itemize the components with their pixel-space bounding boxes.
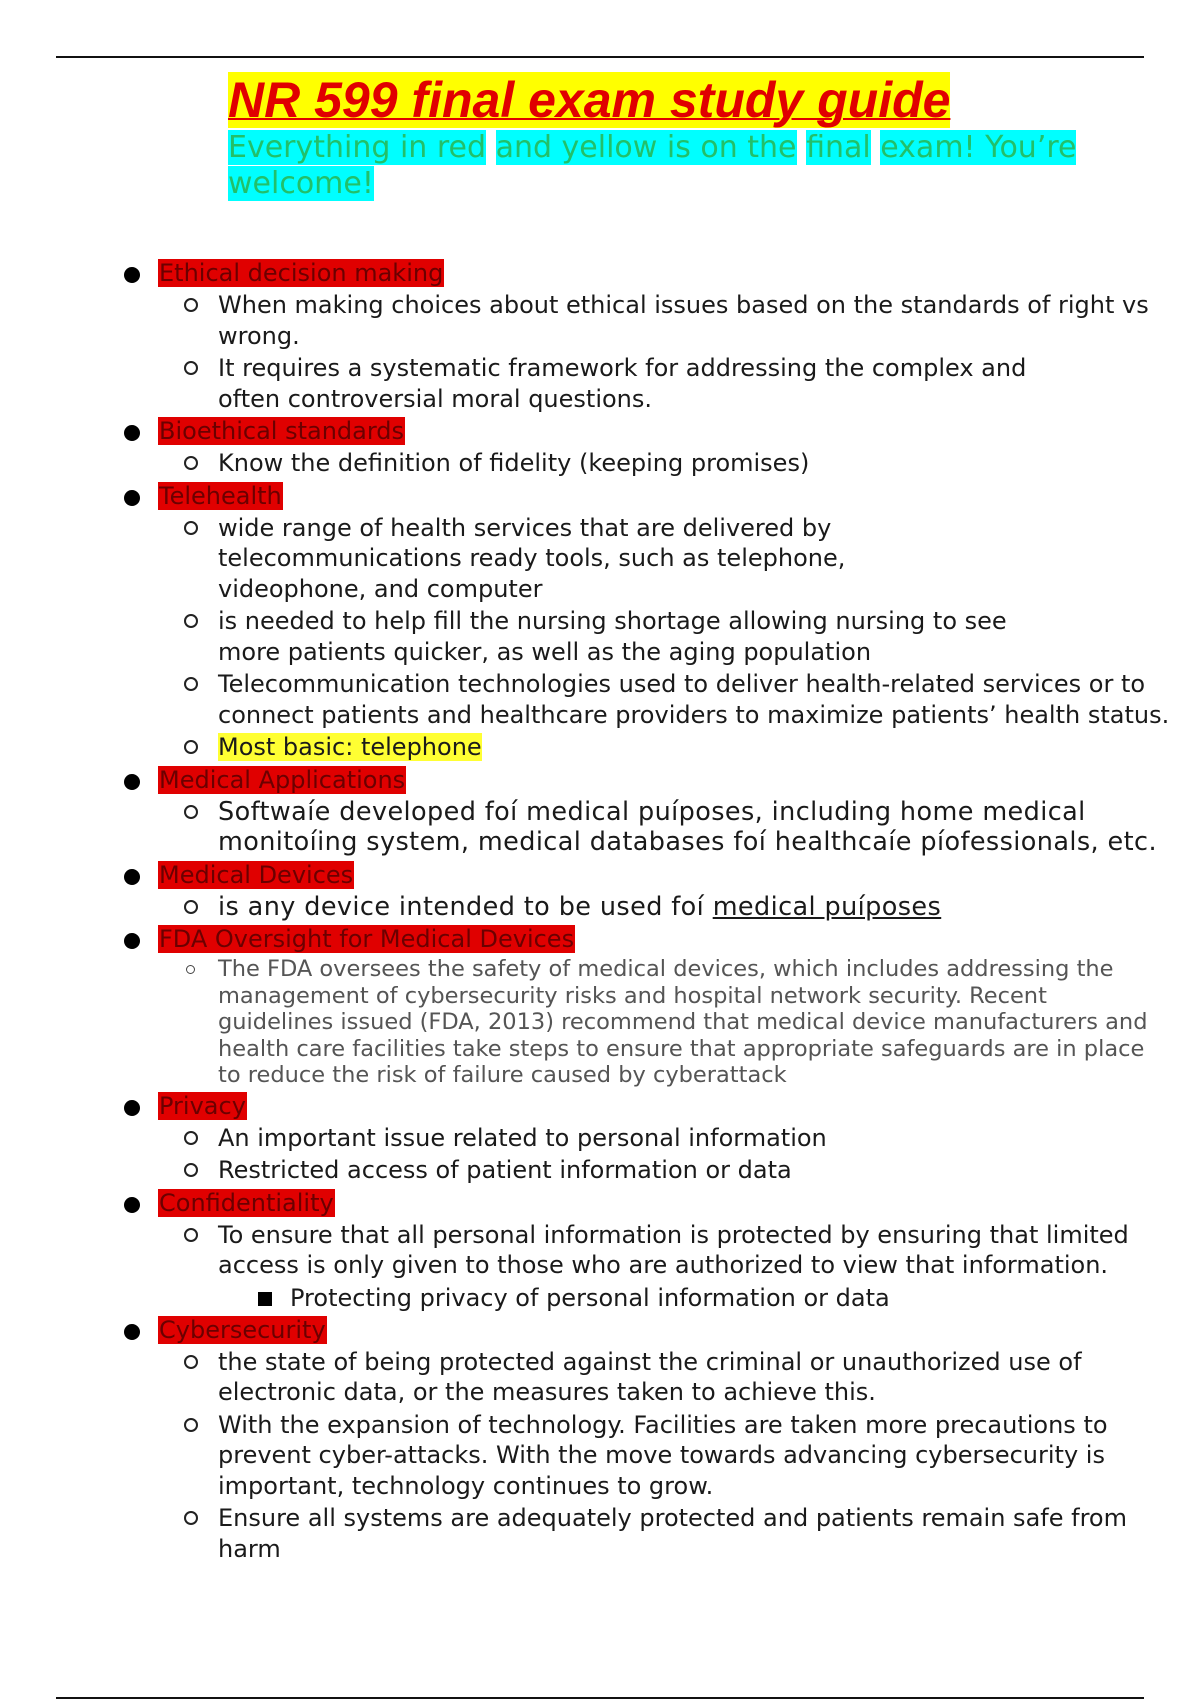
topic-confidentiality	[120, 1188, 1180, 1218]
item-text: Telecommunication technologies used to deliver health-related services or to connect patients and healthcare providers to maximize patients’ health status.	[218, 670, 1170, 729]
topic-fda-oversight	[120, 924, 1180, 954]
bullet-icon	[124, 490, 140, 506]
topic-label: Cybersecurity	[159, 1315, 326, 1344]
bullet-icon	[124, 933, 140, 949]
item-text: Know the definition of fidelity (keeping promises)	[218, 449, 810, 477]
topic-medical-devices	[120, 860, 1180, 890]
topic-cybersecurity	[120, 1315, 1180, 1345]
topic-label: Medical Devices	[159, 860, 354, 889]
topic-telehealth	[120, 481, 1180, 511]
topic-label: Telehealth	[159, 481, 282, 510]
circle-bullet-icon	[184, 521, 198, 535]
bullet-icon	[124, 267, 140, 283]
bullet-icon	[124, 1324, 140, 1340]
list-item	[120, 892, 1180, 923]
list-item	[120, 732, 1180, 763]
list-item	[120, 1220, 1180, 1281]
list-item	[120, 448, 1180, 479]
title-block	[228, 72, 1108, 202]
item-text: The FDA oversees the safety of medical devices, which includes addressing the management of cybersecurity risks and hospital network security. Recent guidelines issued (FDA, 2013) recommend that medical device manufacturers and health care facilities take steps to ensure that appropriate safeguards are in place to reduce the risk of failure caused by cyberattack	[218, 956, 1148, 1088]
page-title: NR 599 final exam study guide	[228, 72, 951, 128]
subtitle-part: final	[806, 130, 871, 165]
item-text: the state of being protected against the criminal or unauthorized use of electronic data, or the measures taken to achieve this.	[218, 1347, 1082, 1406]
list-item	[120, 513, 1180, 605]
circle-bullet-icon	[184, 740, 198, 754]
list-item	[120, 606, 1180, 667]
topic-label: Privacy	[159, 1091, 246, 1120]
bottom-rule	[56, 1697, 1144, 1699]
topic-label: Ethical decision making	[159, 259, 444, 287]
circle-bullet-icon	[184, 1131, 198, 1145]
page-subtitle	[228, 130, 1108, 202]
subtitle-part: and yellow is on the	[495, 130, 797, 165]
topic-ethical-decision-making	[120, 258, 1180, 288]
subtitle-part: exam! You’re welcome!	[228, 130, 1077, 201]
item-text: is needed to help fill the nursing shortage allowing nursing to see more patients quicker, as well as the aging population	[218, 607, 1007, 666]
circle-bullet-icon	[184, 361, 198, 375]
list-item	[120, 1503, 1180, 1564]
circle-bullet-icon	[186, 965, 195, 974]
topic-label: Confidentiality	[159, 1188, 334, 1217]
study-guide-list	[120, 258, 1180, 1566]
topic-label: Bioethical standards	[159, 417, 405, 445]
page-title-wrap	[228, 72, 1108, 128]
list-item	[120, 1123, 1180, 1154]
item-text-underlined: medical puíposes	[712, 891, 942, 922]
item-text: wide range of health services that are delivered by telecommunications ready tools, such as telephone, videophone, and computer	[218, 513, 846, 603]
square-bullet-icon	[258, 1292, 272, 1306]
item-text: Softwaíe developed foí medical puíposes, including home medical monitoíing system, medical databases foí healthcaíe píofessionals, etc.	[218, 796, 1157, 857]
topic-label: Medical Applications	[159, 765, 406, 794]
item-text: Restricted access of patient information or data	[218, 1156, 792, 1184]
circle-bullet-icon	[184, 1511, 198, 1525]
list-item	[120, 1410, 1180, 1502]
list-item	[120, 1155, 1180, 1186]
item-text: Ensure all systems are adequately protected and patients remain safe from harm	[218, 1504, 1127, 1563]
subtitle-part: Everything in red	[228, 130, 487, 165]
bullet-icon	[124, 425, 140, 441]
bullet-icon	[124, 869, 140, 885]
circle-bullet-icon	[184, 1418, 198, 1432]
list-item	[120, 797, 1180, 858]
list-item	[120, 353, 1180, 414]
list-item	[120, 290, 1180, 351]
item-text: Protecting privacy of personal information or data	[290, 1283, 890, 1312]
list-item	[120, 956, 1180, 1089]
topic-bioethical-standards	[120, 416, 1180, 446]
circle-bullet-icon	[184, 900, 198, 914]
circle-bullet-icon	[184, 1355, 198, 1369]
circle-bullet-icon	[184, 1228, 198, 1242]
item-text: When making choices about ethical issues based on the standards of right vs wrong.	[218, 291, 1149, 350]
list-item	[120, 1347, 1180, 1408]
item-text: It requires a systematic framework for addressing the complex and often controversial moral questions.	[218, 354, 1027, 413]
bullet-icon	[124, 774, 140, 790]
item-text: An important issue related to personal information	[218, 1123, 827, 1152]
item-text: With the expansion of technology. Facilities are taken more precautions to prevent cyber-attacks. With the move towards advancing cybersecurity is important, technology continues to grow.	[218, 1410, 1108, 1500]
circle-bullet-icon	[184, 1163, 198, 1177]
topic-medical-applications	[120, 765, 1180, 795]
item-text-highlighted: Most basic: telephone	[218, 733, 482, 761]
list-item	[120, 669, 1180, 730]
item-text: To ensure that all personal information is protected by ensuring that limited access is only given to those who are authorized to view that information.	[218, 1220, 1129, 1279]
topic-privacy	[120, 1091, 1180, 1121]
bullet-icon	[124, 1100, 140, 1116]
bullet-icon	[124, 1197, 140, 1213]
circle-bullet-icon	[184, 805, 198, 819]
topic-label: FDA Oversight for Medical Devices	[159, 925, 575, 953]
item-text: is any device intended to be used foí	[218, 891, 705, 922]
top-rule	[56, 56, 1144, 58]
list-subitem	[120, 1283, 1180, 1313]
circle-bullet-icon	[184, 456, 198, 470]
circle-bullet-icon	[184, 298, 198, 312]
circle-bullet-icon	[184, 677, 198, 691]
circle-bullet-icon	[184, 614, 198, 628]
